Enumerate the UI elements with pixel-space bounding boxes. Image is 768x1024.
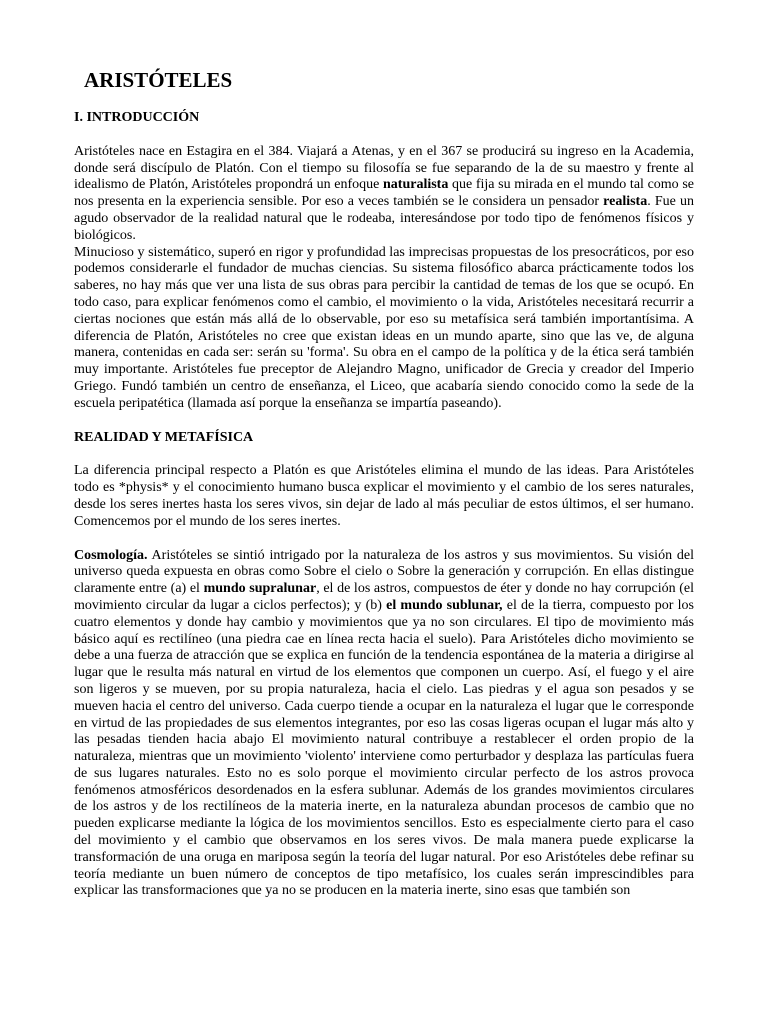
- text-run: , el de los astros, compuestos de éter y donde no hay corrupción (el movimiento circular da lugar a ciclos perfectos); y (b): [74, 581, 694, 613]
- paragraph-intro-1: [74, 144, 694, 245]
- bold-term-mundo-sublunar: el mundo sublunar,: [386, 597, 503, 613]
- text-run: . Fue un agudo observador de la realidad natural que le rodeaba, interesándose por todo tipo de fenómenos físicos y biológicos.: [74, 194, 695, 243]
- section-heading-introduccion: I. INTRODUCCIÓN: [74, 110, 200, 125]
- bold-term-naturalista: naturalista: [383, 177, 449, 193]
- document-title: ARISTÓTELES: [84, 68, 233, 92]
- paragraph-cosmologia: [74, 548, 694, 901]
- text-run: Aristóteles se sintió intrigado por la naturaleza de los astros y sus movimientos. Su visión del universo queda expuesta en obras como Sobre el cielo o Sobre la generación y corrupción. En ellas distingue claramente entre (a) el: [74, 547, 694, 597]
- bold-term-realista: realista: [603, 194, 648, 210]
- section-heading-realidad-metafisica: REALIDAD Y METAFÍSICA: [74, 429, 254, 445]
- bold-term-cosmologia: Cosmología.: [74, 547, 148, 563]
- paragraph-realidad-1: La diferencia principal respecto a Platón es que Aristóteles elimina el mundo de las ideas. Para Aristóteles todo es *physis* y el conocimiento humano busca explicar el movimiento y el cambio de los seres naturales, desde los seres inertes hasta los seres vivos, sin dejar de lado al más peculiar de estos últimos, el ser humano. Comencemos por el mundo de los seres inertes.: [74, 463, 694, 529]
- paragraph-intro-2: Minucioso y sistemático, superó en rigor y profundidad las imprecisas propuestas de los presocráticos, por eso podemos considerarle el fundador de muchas ciencias. Su sistema filosófico abarca prácticamente todos los saberes, no hay más que ver una lista de sus obras para percibir la cantidad de temas de los que se ocupó. En todo caso, para explicar fenómenos como el cambio, el movimiento o la vida, Aristóteles necesitará recurrir a ciertas nociones que están más allá de lo observable, por eso su metafísica será también importantísima. A diferencia de Platón, Aristóteles no cree que existan ideas en un mundo aparte, sino que las ve, de alguna manera, contenidas en cada ser: serán su 'forma'. Su obra en el campo de la política y de la ética será también muy importante. Aristóteles fue preceptor de Alejandro Magno, unificador de Grecia y creador del Imperio Griego. Fundó también un centro de enseñanza, el Liceo, que acabaría siendo conocido como la sede de la escuela peripatética (llamada así porque la enseñanza se impartía paseando).: [74, 244, 694, 411]
- text-run: Aristóteles nace en Estagira en el 384. Viajará a Atenas, y en el 367 se producirá su ingreso en la Academia, donde será discípulo de Platón. Con el tiempo su filosofía se fue separando de la de su maestro y frente al idealismo de Platón, Aristóteles propondrá un enfoque: [74, 143, 694, 193]
- text-run: que fija su mirada en el mundo tal como se nos presenta en la experiencia sensible. Por eso a veces también se le considera un pensador: [74, 177, 694, 210]
- bold-term-mundo-supralunar: mundo supralunar: [203, 581, 317, 597]
- text-run: el de la tierra, compuesto por los cuatro elementos y donde hay cambio y movimientos que ya no son circulares. El tipo de movimiento más básico aquí es rectilíneo (una piedra cae en línea recta hacia el suelo). Para Aristóteles dicho movimiento se debe a una fuerza de atracción que se explica en función de la tendencia espontánea de la materia a dirigirse al lugar que le resulta más natural en virtud de los elementos que componen un cuerpo. Así, el fuego y el aire son ligeros y se mueven, por su propia naturaleza, hacia el cielo. Las piedras y el agua son pesados y se mueven hacia el centro del universo. Cada cuerpo tiende a ocupar en la naturaleza el lugar que le corresponde en virtud de las propiedades de sus elementos integrantes, por eso las cosas ligeras ocupan el lugar más alto y las pesadas tienden hacia abajo El movimiento natural contribuye a restablecer el orden propio de la naturaleza, mientras que un movimiento 'violento' interviene como perturbador y desplaza las partículas fuera de sus lugares naturales. Esto no es solo porque el movimiento circular perfecto de los astros provoca fenómenos atmosféricos desordenados en la esfera sublunar. Además de los grandes movimientos circulares de los astros y de los rectilíneos de la materia inerte, en la naturaleza abundan procesos de cambio que no pueden explicarse mediante la lógica de los movimientos sencillos. Esto es especialmente cierto para el caso del movimiento y el cambio que observamos en los seres vivos. De mala manera puede explicarse la transformación de una oruga en mariposa según la teoría del lugar natural. Por eso Aristóteles debe refinar su teoría mediante un buen número de conceptos de tipo metafísico, los cuales serán imprescindibles para explicar las transformaciones que ya no se producen en la materia inerte, sino esas que también son: [74, 597, 694, 899]
